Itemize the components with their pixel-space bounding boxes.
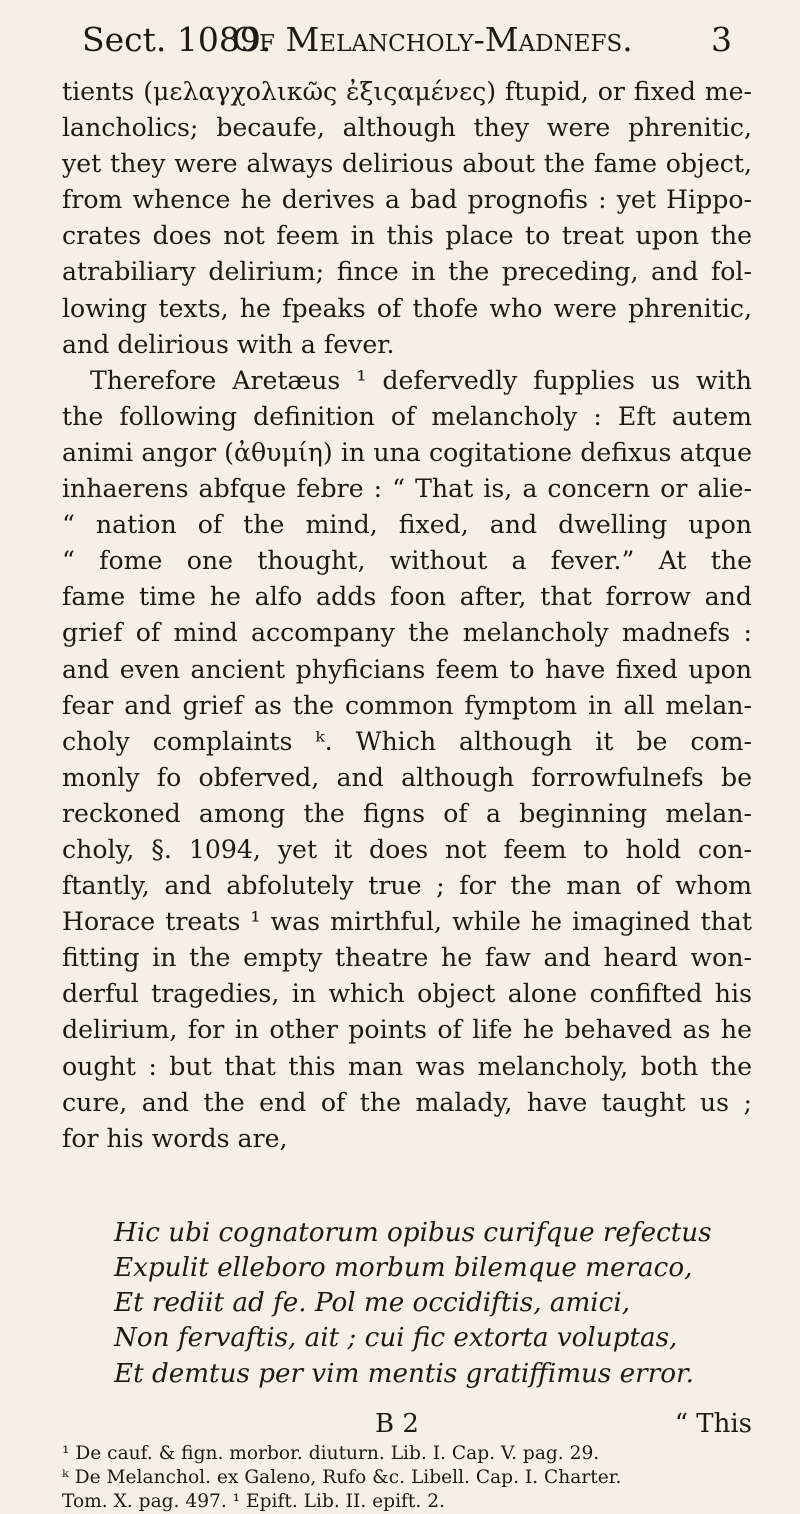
footnotes [62,1442,752,1514]
text-line: from whence he derives a bad prognofis : yet Hippo- [62,185,752,215]
text-line: and even ancient phyficians feem to have fixed upon [62,654,752,684]
text-line: lancholics; becaufe, although they were phrenitic, [62,113,752,143]
section-number: Sect. 1089. [82,20,272,59]
text-line: derful tragedies, in which object alone confifted his [62,979,752,1009]
text-line: reckoned among the figns of a beginning melan- [62,798,752,828]
text-line: cure, and the end of the malady, have taught us ; [62,1087,752,1117]
text-line: choly complaints ᵏ. Which although it be com- [62,726,752,756]
text-line: and delirious with a fever. [62,329,395,359]
text-line: fitting in the empty theatre he faw and heard won- [62,943,752,973]
text-line: ftantly, and abfolutely true ; for the man of whom [62,871,752,901]
verse-line: Et demtus per vim mentis gratiffimus error. [114,1358,694,1389]
text-line: animi angor (ἀθυμίη) in una cogitatione defixus atque [62,437,752,467]
paragraph-2 [62,363,752,1157]
text-line: tients (μελαγχολικῶς ἐξιςαμένες) ftupid, or fixed me- [62,77,752,106]
text-line: yet they were always delirious about the fame object, [62,149,752,179]
text-line: inhaerens abfque febre : “ That is, a concern or alie- [62,474,752,504]
text-line: “ nation of the mind, fixed, and dwelling upon [62,510,752,540]
text-line: crates does not feem in this place to treat upon the [62,221,752,251]
verse-line: Et rediit ad fe. Pol me occidiftis, amici, [114,1288,631,1319]
page-number: 3 [711,20,732,59]
text-line: Horace treats ¹ was mirthful, while he imagined that [62,907,752,937]
text-line: atrabiliary delirium; fince in the preceding, and fol- [62,257,752,287]
verse-line: Hic ubi cognatorum opibus curifque refectus [114,1217,712,1248]
footnote-line: Tom. X. pag. 497. ¹ Epift. Lib. II. epift. 2. [62,1490,445,1512]
text-line: for his words are, [62,1123,288,1153]
verse-line: Expulit elleboro morbum bilemque meraco, [114,1253,693,1283]
signature-mark: B 2 [375,1408,419,1439]
text-line: “ fome one thought, without a fever.” At the [62,546,752,576]
text-line: delirium, for in other points of life he behaved as he [62,1015,752,1045]
text-line: the following definition of melancholy : Eft autem [62,401,752,431]
verse-quotation [62,1215,752,1391]
footnote-line: ᵏ De Melanchol. ex Galeno, Rufo &c. Libell. Cap. I. Charter. [62,1466,622,1488]
catchword: “ This [674,1408,752,1439]
text-line: fame time he alfo adds foon after, that forrow and [62,582,752,612]
text-line: fear and grief as the common fymptom in all melan- [62,690,752,720]
main-text [62,74,752,1514]
running-header [82,20,732,70]
text-line: ought : but that this man was melancholy, both the [62,1051,752,1081]
text-line: monly fo obferved, and although forrowfulnefs be [62,762,752,792]
text-line: choly, §. 1094, yet it does not feem to hold con- [62,834,752,864]
text-line: grief of mind accompany the melancholy madnefs : [62,618,752,648]
text-line: lowing texts, he fpeaks of thofe who were phrenitic, [62,293,752,323]
text-line: Therefore Aretæus ¹ defervedly fupplies us with [90,365,752,395]
paragraph-1 [62,74,752,363]
footnote-line: ¹ De cauf. & fign. morbor. diuturn. Lib. I. Cap. V. pag. 29. [62,1442,600,1464]
running-title: Of Melancholy-Madnefs. [232,20,633,59]
verse-line: Non fervaftis, ait ; cui fic extorta voluptas, [114,1323,678,1354]
